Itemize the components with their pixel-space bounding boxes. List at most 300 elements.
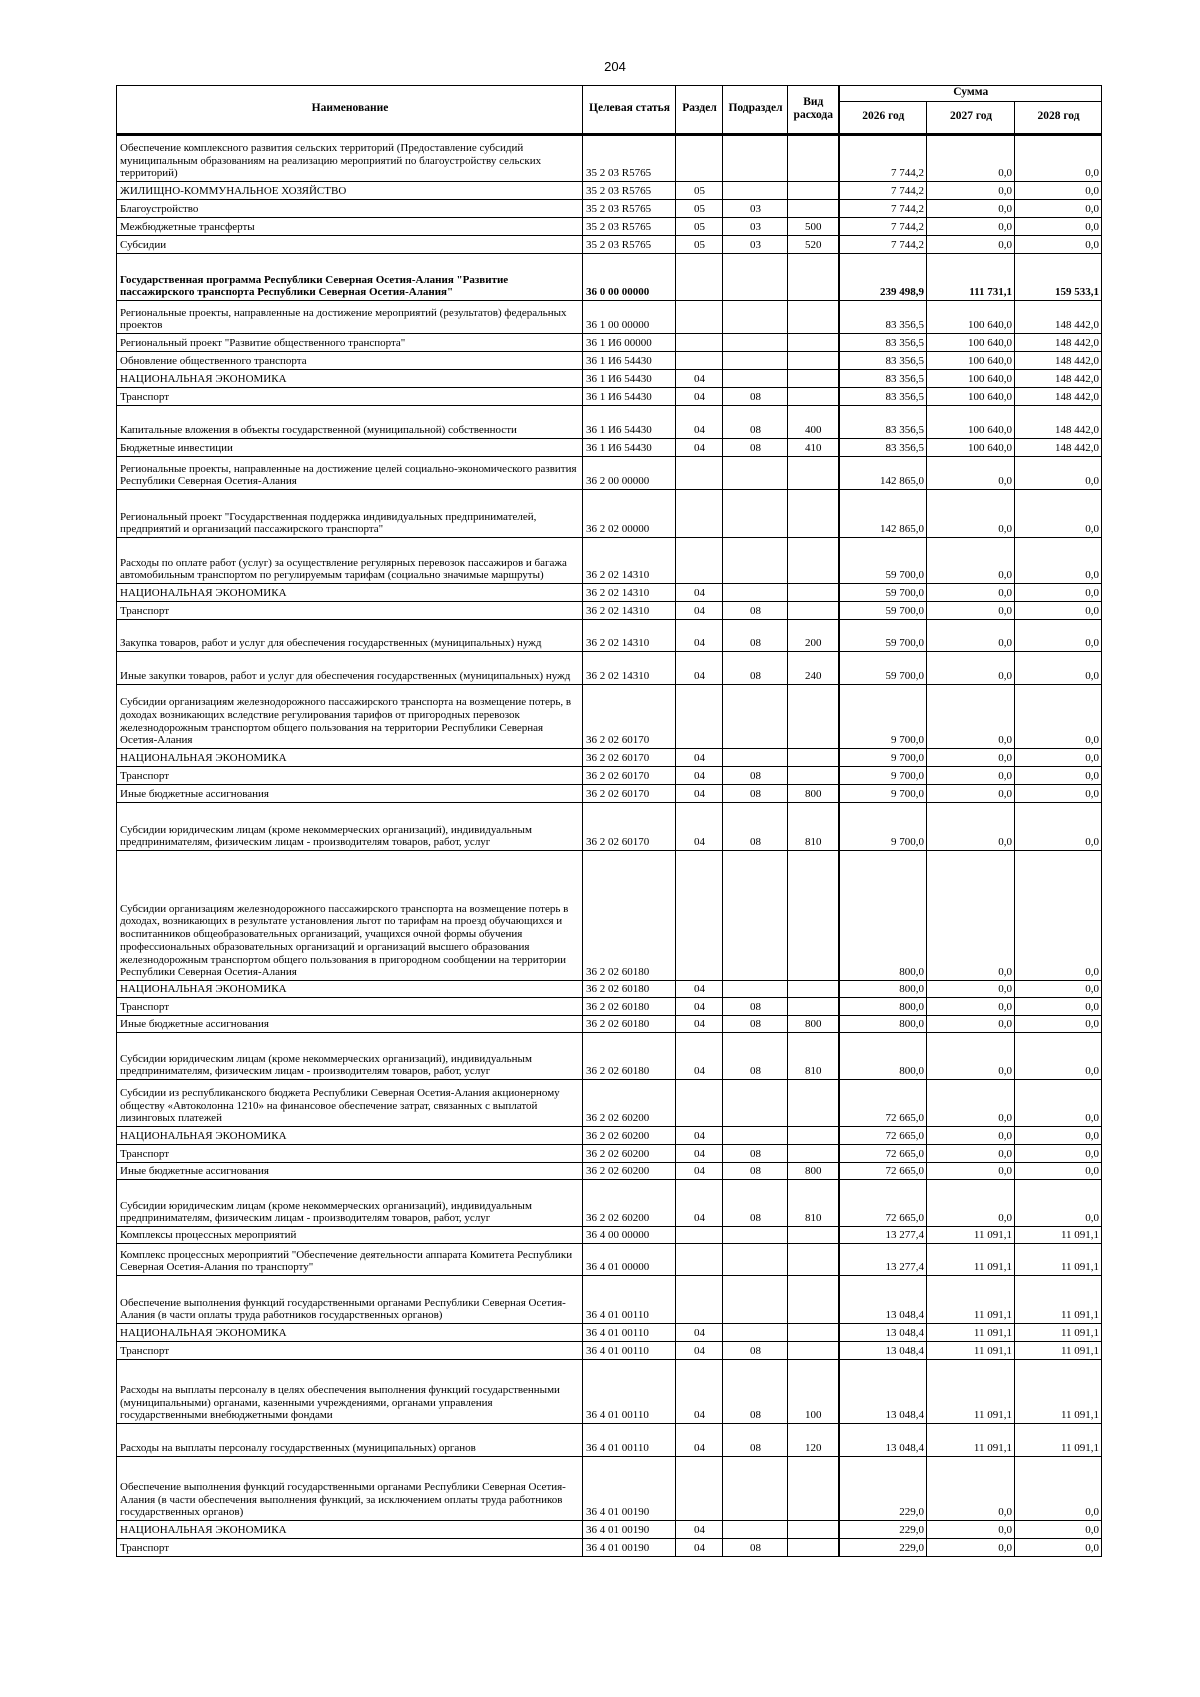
cell-section: [676, 334, 723, 352]
cell-vid: [788, 1521, 839, 1539]
cell-name: Транспорт: [117, 602, 583, 620]
cell-code: 36 2 02 00000: [583, 490, 676, 538]
cell-2028: 0,0: [1015, 1145, 1102, 1163]
cell-2026: 229,0: [839, 1457, 927, 1521]
cell-subsection: 03: [723, 236, 788, 254]
cell-name: Региональный проект "Развитие общественного транспорта": [117, 334, 583, 352]
cell-subsection: 03: [723, 218, 788, 236]
cell-section: 04: [676, 998, 723, 1016]
cell-2026: 83 356,5: [839, 334, 927, 352]
cell-2027: 0,0: [927, 1539, 1015, 1557]
table-row: [117, 584, 1102, 602]
cell-code: 36 2 02 60200: [583, 1180, 676, 1227]
cell-vid: [788, 749, 839, 767]
cell-vid: 800: [788, 1163, 839, 1180]
cell-code: 36 4 01 00110: [583, 1342, 676, 1360]
cell-subsection: 08: [723, 406, 788, 439]
cell-2026: 9 700,0: [839, 685, 927, 749]
cell-2027: 100 640,0: [927, 406, 1015, 439]
cell-code: 35 2 03 R5765: [583, 218, 676, 236]
cell-vid: [788, 1539, 839, 1557]
cell-name: НАЦИОНАЛЬНАЯ ЭКОНОМИКА: [117, 370, 583, 388]
cell-2026: 59 700,0: [839, 602, 927, 620]
cell-2028: 0,0: [1015, 749, 1102, 767]
table-row: [117, 981, 1102, 998]
table-row: [117, 767, 1102, 785]
cell-code: 36 2 02 60170: [583, 685, 676, 749]
cell-subsection: [723, 1127, 788, 1145]
cell-name: Субсидии юридическим лицам (кроме некоммерческих организаций), индивидуальным предпринимателям, физическим лицам - производителям товаров, работ, услуг: [117, 1033, 583, 1080]
cell-2027: 100 640,0: [927, 334, 1015, 352]
cell-2026: 229,0: [839, 1539, 927, 1557]
cell-2026: 13 048,4: [839, 1360, 927, 1424]
cell-2026: 7 744,2: [839, 236, 927, 254]
cell-name: НАЦИОНАЛЬНАЯ ЭКОНОМИКА: [117, 1324, 583, 1342]
cell-section: 04: [676, 785, 723, 803]
cell-section: 04: [676, 388, 723, 406]
cell-code: 36 2 02 60180: [583, 1016, 676, 1033]
cell-section: 05: [676, 200, 723, 218]
cell-2027: 0,0: [927, 1080, 1015, 1127]
table-row: [117, 803, 1102, 851]
cell-2027: 0,0: [927, 200, 1015, 218]
table-row: [117, 370, 1102, 388]
cell-vid: 810: [788, 1180, 839, 1227]
cell-2027: 0,0: [927, 1521, 1015, 1539]
cell-section: [676, 538, 723, 584]
cell-2028: 11 091,1: [1015, 1342, 1102, 1360]
cell-2028: 0,0: [1015, 981, 1102, 998]
cell-2027: 11 091,1: [927, 1324, 1015, 1342]
table-row: [117, 1324, 1102, 1342]
cell-name: Региональные проекты, направленные на достижение целей социально-экономического развития Республики Северная Осетия-Алания: [117, 457, 583, 490]
cell-2028: 148 442,0: [1015, 406, 1102, 439]
cell-name: Комплексы процессных мероприятий: [117, 1227, 583, 1244]
cell-section: 05: [676, 236, 723, 254]
cell-vid: [788, 685, 839, 749]
cell-subsection: 08: [723, 1342, 788, 1360]
cell-code: 36 4 01 00000: [583, 1244, 676, 1276]
cell-vid: [788, 1342, 839, 1360]
cell-subsection: 08: [723, 1424, 788, 1457]
cell-2028: 0,0: [1015, 652, 1102, 685]
cell-subsection: [723, 1227, 788, 1244]
cell-name: Капитальные вложения в объекты государственной (муниципальной) собственности: [117, 406, 583, 439]
cell-2026: 800,0: [839, 851, 927, 981]
cell-vid: 400: [788, 406, 839, 439]
cell-subsection: [723, 1276, 788, 1324]
cell-code: 36 2 02 60200: [583, 1127, 676, 1145]
cell-2028: 159 533,1: [1015, 254, 1102, 301]
cell-vid: [788, 602, 839, 620]
cell-section: [676, 457, 723, 490]
cell-2026: 83 356,5: [839, 388, 927, 406]
cell-vid: [788, 1127, 839, 1145]
cell-2027: 0,0: [927, 218, 1015, 236]
cell-name: Транспорт: [117, 767, 583, 785]
cell-subsection: [723, 457, 788, 490]
cell-section: 04: [676, 584, 723, 602]
cell-vid: 810: [788, 803, 839, 851]
cell-section: [676, 352, 723, 370]
cell-code: 36 1 И6 00000: [583, 334, 676, 352]
cell-name: Бюджетные инвестиции: [117, 439, 583, 457]
cell-2027: 0,0: [927, 803, 1015, 851]
cell-name: Транспорт: [117, 388, 583, 406]
cell-2028: 11 091,1: [1015, 1227, 1102, 1244]
cell-code: 36 4 01 00110: [583, 1276, 676, 1324]
cell-subsection: [723, 1080, 788, 1127]
cell-2026: 13 277,4: [839, 1227, 927, 1244]
cell-2026: 83 356,5: [839, 370, 927, 388]
cell-vid: [788, 370, 839, 388]
cell-2027: 11 091,1: [927, 1227, 1015, 1244]
table-row: [117, 1424, 1102, 1457]
cell-2027: 100 640,0: [927, 388, 1015, 406]
cell-2028: 148 442,0: [1015, 334, 1102, 352]
cell-subsection: [723, 981, 788, 998]
table-row: [117, 1033, 1102, 1080]
cell-2026: 13 048,4: [839, 1342, 927, 1360]
cell-code: 36 2 02 14310: [583, 538, 676, 584]
cell-code: 35 2 03 R5765: [583, 200, 676, 218]
cell-vid: 520: [788, 236, 839, 254]
cell-section: [676, 1276, 723, 1324]
table-row: [117, 236, 1102, 254]
table-row: [117, 218, 1102, 236]
cell-section: 04: [676, 1424, 723, 1457]
cell-subsection: 08: [723, 1180, 788, 1227]
cell-subsection: [723, 538, 788, 584]
cell-subsection: 08: [723, 785, 788, 803]
cell-2028: 148 442,0: [1015, 439, 1102, 457]
cell-vid: [788, 254, 839, 301]
cell-vid: 800: [788, 785, 839, 803]
cell-vid: [788, 1227, 839, 1244]
cell-name: Государственная программа Республики Северная Осетия-Алания "Развитие пассажирского транспорта Республики Северная Осетия-Алания": [117, 254, 583, 301]
cell-2026: 800,0: [839, 981, 927, 998]
cell-subsection: 08: [723, 767, 788, 785]
cell-2026: 9 700,0: [839, 785, 927, 803]
cell-2026: 83 356,5: [839, 439, 927, 457]
cell-code: 36 2 02 60180: [583, 1033, 676, 1080]
table-row: [117, 1180, 1102, 1227]
cell-subsection: 08: [723, 803, 788, 851]
cell-section: 04: [676, 1163, 723, 1180]
cell-code: 36 1 И6 54430: [583, 352, 676, 370]
cell-code: 36 2 02 60200: [583, 1145, 676, 1163]
table-row: [117, 538, 1102, 584]
cell-subsection: [723, 851, 788, 981]
table-row: [117, 1276, 1102, 1324]
cell-2028: 0,0: [1015, 1457, 1102, 1521]
cell-section: 04: [676, 1342, 723, 1360]
cell-vid: [788, 584, 839, 602]
cell-2026: 59 700,0: [839, 538, 927, 584]
cell-subsection: 08: [723, 652, 788, 685]
cell-2027: 0,0: [927, 584, 1015, 602]
cell-2028: 0,0: [1015, 135, 1102, 182]
cell-code: 35 2 03 R5765: [583, 135, 676, 182]
cell-2028: 148 442,0: [1015, 301, 1102, 334]
cell-code: 36 2 02 60170: [583, 803, 676, 851]
cell-2028: 0,0: [1015, 851, 1102, 981]
cell-code: 36 2 02 60200: [583, 1163, 676, 1180]
cell-2028: 0,0: [1015, 1127, 1102, 1145]
cell-2028: 148 442,0: [1015, 370, 1102, 388]
cell-name: НАЦИОНАЛЬНАЯ ЭКОНОМИКА: [117, 981, 583, 998]
cell-vid: [788, 334, 839, 352]
cell-code: 36 0 00 00000: [583, 254, 676, 301]
cell-2028: 0,0: [1015, 998, 1102, 1016]
cell-name: Субсидии из республиканского бюджета Республики Северная Осетия-Алания акционерному обществу «Автоколонна 1210» на финансовое обеспечение затрат, связанных с выплатой лизинговых платежей: [117, 1080, 583, 1127]
cell-code: 36 1 И6 54430: [583, 406, 676, 439]
cell-2026: 72 665,0: [839, 1080, 927, 1127]
cell-name: ЖИЛИЩНО-КОММУНАЛЬНОЕ ХОЗЯЙСТВО: [117, 182, 583, 200]
cell-2026: 59 700,0: [839, 620, 927, 652]
header-code: Целевая статья: [583, 86, 676, 135]
table-body: [117, 135, 1102, 1557]
cell-section: 04: [676, 767, 723, 785]
header-vid: Вид расхода: [788, 86, 839, 135]
cell-2028: 11 091,1: [1015, 1276, 1102, 1324]
cell-name: НАЦИОНАЛЬНАЯ ЭКОНОМИКА: [117, 749, 583, 767]
cell-section: 04: [676, 1180, 723, 1227]
header-sum: Сумма: [839, 86, 1102, 102]
cell-2028: 0,0: [1015, 182, 1102, 200]
cell-subsection: [723, 1324, 788, 1342]
cell-section: [676, 135, 723, 182]
cell-2027: 0,0: [927, 749, 1015, 767]
cell-2027: 0,0: [927, 1016, 1015, 1033]
cell-2027: 0,0: [927, 1163, 1015, 1180]
cell-name: Иные закупки товаров, работ и услуг для обеспечения государственных (муниципальных) нужд: [117, 652, 583, 685]
cell-vid: [788, 352, 839, 370]
cell-name: Субсидии организациям железнодорожного пассажирского транспорта на возмещение потерь, в доходах возникающих вследствие регулирования тарифов от пригородных перевозок железнодорожным транспортом общего пользования на территории Республики Северная Осетия-Алания: [117, 685, 583, 749]
cell-code: 36 2 02 60180: [583, 851, 676, 981]
cell-2027: 11 091,1: [927, 1276, 1015, 1324]
table-row: [117, 1163, 1102, 1180]
table-row: [117, 200, 1102, 218]
cell-name: НАЦИОНАЛЬНАЯ ЭКОНОМИКА: [117, 1127, 583, 1145]
table-row: [117, 749, 1102, 767]
table-row: [117, 388, 1102, 406]
table-row: [117, 998, 1102, 1016]
cell-2028: 0,0: [1015, 685, 1102, 749]
cell-subsection: [723, 334, 788, 352]
cell-2027: 0,0: [927, 135, 1015, 182]
cell-2026: 800,0: [839, 1033, 927, 1080]
cell-2026: 7 744,2: [839, 200, 927, 218]
cell-2028: 0,0: [1015, 200, 1102, 218]
cell-section: 04: [676, 749, 723, 767]
cell-2026: 9 700,0: [839, 803, 927, 851]
cell-2027: 0,0: [927, 538, 1015, 584]
table-row: [117, 1145, 1102, 1163]
cell-subsection: 08: [723, 998, 788, 1016]
cell-section: 04: [676, 1033, 723, 1080]
table-row: [117, 652, 1102, 685]
cell-2027: 0,0: [927, 236, 1015, 254]
cell-name: Обеспечение выполнения функций государственными органами Республики Северная Осетия-Алания (в части обеспечения выполнения функций, за исключением оплаты труда работников государственных органов): [117, 1457, 583, 1521]
table-row: [117, 1080, 1102, 1127]
table-row: [117, 685, 1102, 749]
cell-2028: 0,0: [1015, 620, 1102, 652]
cell-vid: [788, 1244, 839, 1276]
cell-vid: [788, 1457, 839, 1521]
cell-section: 04: [676, 1521, 723, 1539]
cell-2026: 239 498,9: [839, 254, 927, 301]
cell-2028: 0,0: [1015, 1163, 1102, 1180]
cell-vid: [788, 851, 839, 981]
cell-2026: 7 744,2: [839, 135, 927, 182]
cell-2027: 0,0: [927, 490, 1015, 538]
header-2027: 2027 год: [927, 102, 1015, 135]
cell-code: 36 1 И6 54430: [583, 388, 676, 406]
cell-code: 36 2 00 00000: [583, 457, 676, 490]
cell-section: 04: [676, 981, 723, 998]
cell-name: Субсидии юридическим лицам (кроме некоммерческих организаций), индивидуальным предпринимателям, физическим лицам - производителям товаров, работ, услуг: [117, 803, 583, 851]
cell-subsection: [723, 1244, 788, 1276]
cell-2028: 0,0: [1015, 1080, 1102, 1127]
cell-name: Субсидии: [117, 236, 583, 254]
cell-name: Расходы по оплате работ (услуг) за осуществление регулярных перевозок пассажиров и багажа автомобильным транспортом по регулируемым тарифам (социально значимые маршруты): [117, 538, 583, 584]
cell-subsection: [723, 685, 788, 749]
cell-subsection: 08: [723, 620, 788, 652]
cell-subsection: 08: [723, 439, 788, 457]
cell-name: Обеспечение комплексного развития сельских территорий (Предоставление субсидий муниципальным образованиям на реализацию мероприятий по благоустройству сельских территорий): [117, 135, 583, 182]
cell-section: [676, 1457, 723, 1521]
cell-2028: 11 091,1: [1015, 1424, 1102, 1457]
cell-2028: 0,0: [1015, 803, 1102, 851]
cell-2026: 800,0: [839, 1016, 927, 1033]
cell-2027: 100 640,0: [927, 439, 1015, 457]
cell-vid: [788, 200, 839, 218]
header-subsection: Подраздел: [723, 86, 788, 135]
cell-section: 04: [676, 1016, 723, 1033]
cell-2027: 0,0: [927, 652, 1015, 685]
cell-code: 36 2 02 60170: [583, 785, 676, 803]
cell-code: 36 4 00 00000: [583, 1227, 676, 1244]
cell-2028: 148 442,0: [1015, 352, 1102, 370]
cell-subsection: [723, 135, 788, 182]
cell-subsection: [723, 301, 788, 334]
cell-2026: 72 665,0: [839, 1127, 927, 1145]
cell-2026: 83 356,5: [839, 406, 927, 439]
cell-2028: 0,0: [1015, 767, 1102, 785]
cell-2028: 0,0: [1015, 1539, 1102, 1557]
cell-name: Расходы на выплаты персоналу в целях обеспечения выполнения функций государственными (муниципальными) органами, казенными учреждениями, органами управления государственными внебюджетными фондами: [117, 1360, 583, 1424]
cell-code: 36 1 00 00000: [583, 301, 676, 334]
cell-subsection: 08: [723, 1145, 788, 1163]
header-2028: 2028 год: [1015, 102, 1102, 135]
table-row: [117, 182, 1102, 200]
cell-2027: 0,0: [927, 767, 1015, 785]
cell-2026: 7 744,2: [839, 182, 927, 200]
cell-2027: 0,0: [927, 1127, 1015, 1145]
cell-code: 36 4 01 00110: [583, 1324, 676, 1342]
cell-code: 36 4 01 00110: [583, 1424, 676, 1457]
cell-vid: [788, 1145, 839, 1163]
table-row: [117, 1244, 1102, 1276]
cell-name: Региональный проект "Государственная поддержка индивидуальных предпринимателей, предприятий и организаций пассажирского транспорта": [117, 490, 583, 538]
table-row: [117, 1227, 1102, 1244]
cell-code: 36 1 И6 54430: [583, 439, 676, 457]
cell-2027: 0,0: [927, 457, 1015, 490]
cell-code: 36 2 02 14310: [583, 602, 676, 620]
cell-code: 36 2 02 14310: [583, 652, 676, 685]
cell-2026: 229,0: [839, 1521, 927, 1539]
table-row: [117, 457, 1102, 490]
table-row: [117, 1360, 1102, 1424]
cell-2027: 0,0: [927, 1457, 1015, 1521]
cell-2026: 9 700,0: [839, 767, 927, 785]
cell-2026: 83 356,5: [839, 352, 927, 370]
cell-subsection: 08: [723, 1163, 788, 1180]
cell-name: Закупка товаров, работ и услуг для обеспечения государственных (муниципальных) нужд: [117, 620, 583, 652]
table-row: [117, 254, 1102, 301]
cell-name: Иные бюджетные ассигнования: [117, 1016, 583, 1033]
cell-subsection: [723, 584, 788, 602]
cell-2027: 0,0: [927, 685, 1015, 749]
cell-code: 36 4 01 00190: [583, 1457, 676, 1521]
cell-code: 36 4 01 00110: [583, 1360, 676, 1424]
cell-2026: 142 865,0: [839, 490, 927, 538]
cell-2028: 0,0: [1015, 785, 1102, 803]
cell-section: 04: [676, 602, 723, 620]
cell-vid: 810: [788, 1033, 839, 1080]
cell-subsection: 08: [723, 388, 788, 406]
cell-vid: 410: [788, 439, 839, 457]
cell-subsection: [723, 749, 788, 767]
cell-2026: 72 665,0: [839, 1180, 927, 1227]
cell-2027: 0,0: [927, 851, 1015, 981]
cell-vid: [788, 767, 839, 785]
table-row: [117, 602, 1102, 620]
cell-name: Расходы на выплаты персоналу государственных (муниципальных) органов: [117, 1424, 583, 1457]
cell-name: Региональные проекты, направленные на достижение мероприятий (результатов) федеральных проектов: [117, 301, 583, 334]
cell-2028: 0,0: [1015, 602, 1102, 620]
page-number: 204: [604, 59, 626, 74]
table-row: [117, 135, 1102, 182]
cell-2026: 72 665,0: [839, 1145, 927, 1163]
cell-vid: 200: [788, 620, 839, 652]
cell-vid: [788, 301, 839, 334]
cell-subsection: [723, 182, 788, 200]
cell-vid: 240: [788, 652, 839, 685]
cell-2026: 800,0: [839, 998, 927, 1016]
cell-subsection: 08: [723, 1539, 788, 1557]
cell-name: Субсидии юридическим лицам (кроме некоммерческих организаций), индивидуальным предпринимателям, физическим лицам - производителям товаров, работ, услуг: [117, 1180, 583, 1227]
cell-section: 04: [676, 1324, 723, 1342]
table-row: [117, 1127, 1102, 1145]
cell-2028: 0,0: [1015, 1521, 1102, 1539]
cell-name: Иные бюджетные ассигнования: [117, 785, 583, 803]
cell-2028: 0,0: [1015, 236, 1102, 254]
cell-2027: 0,0: [927, 785, 1015, 803]
budget-table: [116, 85, 1102, 1557]
cell-name: Субсидии организациям железнодорожного пассажирского транспорта на возмещение потерь в доходах, возникающих в результате установления льгот по тарифам на проезд обучающихся и воспитанников общеобразовательных организаций, учащихся очной формы обучения профессиональных образовательных организаций и организаций высшего образования железнодорожным транспортом общего пользования в пригородном сообщении на территории Республики Северная Осетия-Алания: [117, 851, 583, 981]
cell-vid: [788, 1080, 839, 1127]
cell-2028: 11 091,1: [1015, 1360, 1102, 1424]
cell-2028: 0,0: [1015, 1016, 1102, 1033]
cell-vid: 120: [788, 1424, 839, 1457]
table-row: [117, 620, 1102, 652]
cell-subsection: 08: [723, 1016, 788, 1033]
cell-code: 36 2 02 14310: [583, 584, 676, 602]
table-row: [117, 1342, 1102, 1360]
cell-2027: 0,0: [927, 602, 1015, 620]
